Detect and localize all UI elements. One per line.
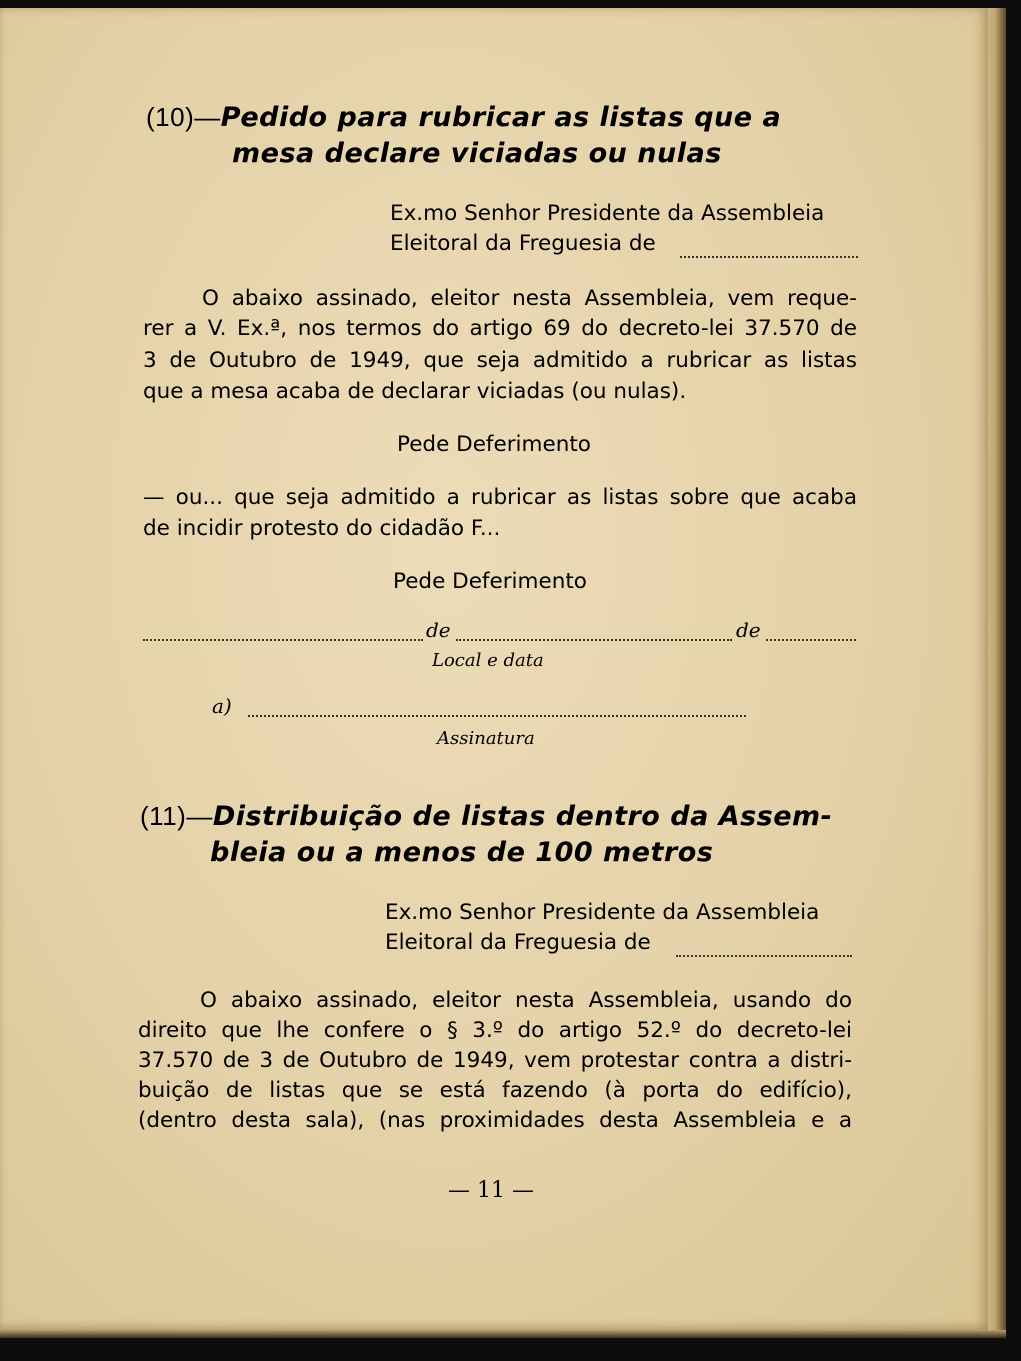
- section-10-addressee-line-1: [390, 199, 824, 229]
- section-10-alt-line-2: de incidir protesto do cidadão F...: [143, 516, 501, 541]
- section-10-heading: [146, 102, 781, 133]
- section-10-closing-1: Pede Deferimento: [397, 432, 591, 457]
- section-10-addressee-line-2: Eleitoral da Freguesia de: [390, 231, 656, 256]
- section-10-paragraph-line-4: que a mesa acaba de declarar viciadas (ou nulas).: [143, 379, 687, 404]
- signature-blank: [248, 715, 746, 717]
- section-11-paragraph-line-4: buição de listas que se está fazendo (à porta do edifício),: [138, 1078, 852, 1103]
- section-10-paragraph-line-2: rer a V. Ex.ª, nos termos do artigo 69 do decreto-lei 37.570 de: [143, 316, 857, 341]
- section-11-paragraph-line-3: 37.570 de 3 de Outubro de 1949, vem protestar contra a distri-: [138, 1048, 852, 1073]
- section-10-number: (10): [146, 102, 195, 132]
- section-10-paragraph-line-3: 3 de Outubro de 1949, que seja admitido a rubricar as listas: [143, 348, 857, 373]
- section-11-title-line-2: bleia ou a menos de 100 metros: [210, 837, 714, 868]
- date-caption: Local e data: [432, 650, 544, 671]
- date-place-blank: [143, 639, 423, 641]
- section-10-paragraph-line-1: O abaixo assinado, eleitor nesta Assembleia, vem reque-: [202, 286, 857, 311]
- section-10-dash: —: [194, 102, 221, 132]
- section-11-heading: [140, 801, 832, 832]
- page-number: — 11 —: [448, 1178, 534, 1203]
- section-11-number: (11): [140, 801, 187, 831]
- page-edge: [988, 8, 1006, 1330]
- section-11-paragraph-line-1: O abaixo assinado, eleitor nesta Assembleia, usando do: [200, 988, 852, 1013]
- date-day-blank: [456, 639, 732, 641]
- section-10-addressee-text: Ex.mo Senhor Presidente da Assembleia: [390, 201, 825, 226]
- section-10-alt-line-1: — ou... que seja admitido a rubricar as listas sobre que acaba: [143, 485, 857, 510]
- section-10-closing-2: Pede Deferimento: [393, 569, 587, 594]
- section-11-paragraph-line-5: (dentro desta sala), (nas proximidades desta Assembleia e a: [138, 1108, 852, 1133]
- page-bottom-edge: [0, 1330, 1006, 1338]
- date-month-blank: [766, 639, 856, 641]
- date-de-2: de: [736, 618, 761, 642]
- section-10-title-line-2: mesa declare viciadas ou nulas: [232, 138, 722, 169]
- section-10-title-line-1: Pedido para rubricar as listas que a: [220, 102, 782, 133]
- section-11-dash: —: [186, 801, 213, 831]
- section-10-parish-blank: [680, 256, 858, 258]
- section-11-addressee-line-1: Ex.mo Senhor Presidente da Assembleia: [385, 900, 820, 925]
- date-de-1: de: [426, 618, 451, 642]
- section-11-title-line-1: Distribuição de listas dentro da Assem-: [212, 801, 833, 832]
- signature-caption: Assinatura: [437, 728, 535, 749]
- section-11-parish-blank: [676, 955, 852, 957]
- section-11-addressee-line-2: Eleitoral da Freguesia de: [385, 930, 651, 955]
- signature-prefix: a): [212, 694, 232, 718]
- section-11-paragraph-line-2: direito que lhe confere o § 3.º do artigo 52.º do decreto-lei: [138, 1018, 852, 1043]
